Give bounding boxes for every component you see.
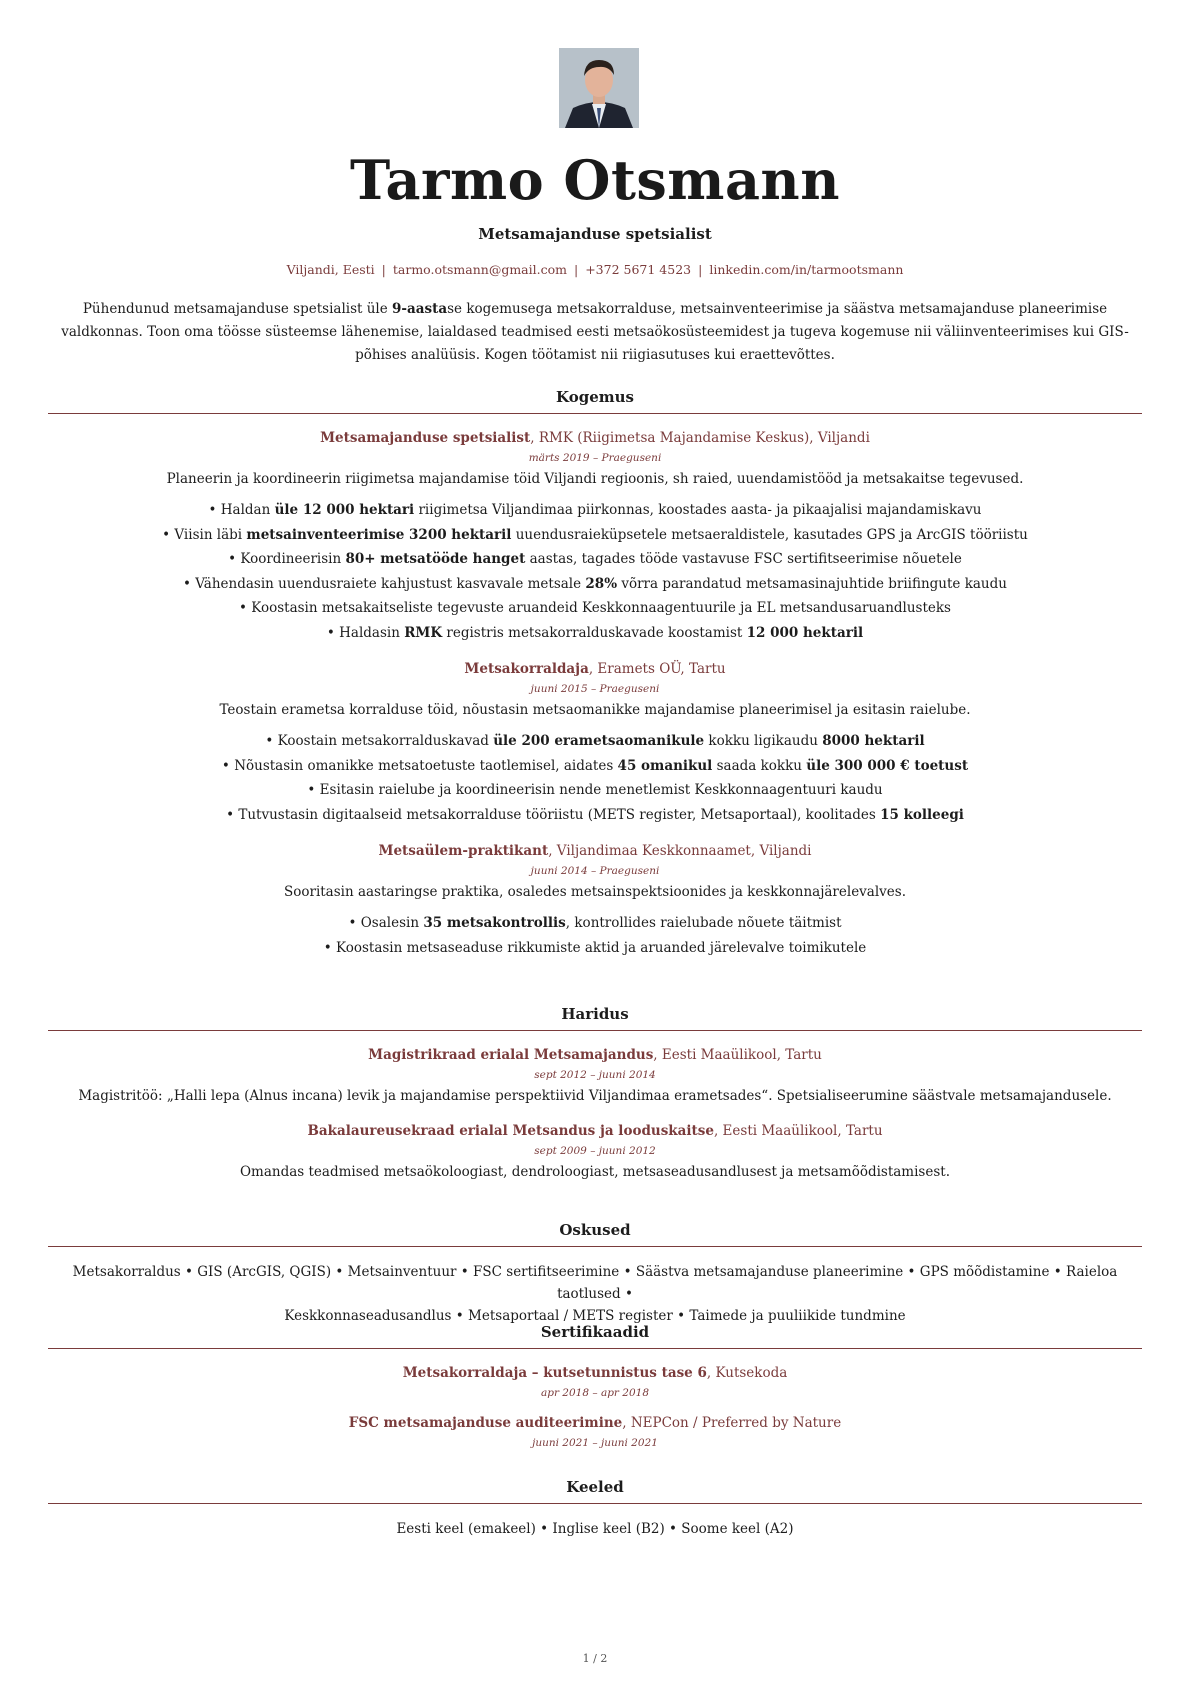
bullet-text: Tutvustasin digitaalseid metsakorralduse tööriistu (METS register, Metsaportaal), koolitades	[238, 806, 881, 823]
bullet-highlight: 35 metsakontrollis	[423, 915, 566, 931]
bullet-item	[48, 523, 1142, 548]
entry-organization: , Kutsekoda	[706, 1365, 788, 1381]
entry-date: apr 2018 – apr 2018	[540, 1387, 650, 1399]
entry-date: juuni 2021 – juuni 2021	[532, 1437, 658, 1449]
bullet-highlight: 8000 hektaril	[822, 733, 925, 749]
bullet-highlight: 28%	[585, 575, 618, 592]
entry-heading	[48, 1413, 1142, 1433]
bullet-item	[48, 621, 1142, 646]
entry-heading	[48, 1045, 1142, 1065]
entry-date: juuni 2014 – Praeguseni	[530, 865, 660, 877]
bullet-highlight: üle 12 000 hektari	[274, 502, 415, 518]
job-title: Metsamajanduse spetsialist	[478, 225, 712, 243]
bullet-highlight: RMK	[404, 624, 443, 641]
education-entry	[48, 1121, 1142, 1183]
bullet-text: Koostasin metsakaitseliste tegevuste aruandeid Keskkonnaagentuurile ja EL metsandusaruandlusteks	[251, 600, 951, 616]
entry-role: Metsakorraldaja	[464, 661, 589, 677]
bullet-item	[48, 498, 1142, 523]
bullet-text: aastas, tagades tööde vastavuse FSC sertifitseerimise nõuetele	[525, 551, 962, 567]
entry-date: sept 2012 – juuni 2014	[534, 1069, 656, 1081]
experience-entry	[48, 841, 1142, 960]
bullet-text: Viisin läbi	[174, 526, 247, 543]
location-text: Viljandi, Eesti	[286, 262, 375, 277]
certificates-list	[48, 1363, 1142, 1453]
experience-section	[48, 388, 1142, 974]
phone-text: +372 5671 4523	[585, 262, 692, 277]
bullet-highlight: 12 000 hektaril	[746, 624, 864, 641]
entry-heading	[48, 1363, 1142, 1383]
bullet-text: Nõustasin omanikke metsatoetuste taotlemisel, aidates	[234, 757, 618, 774]
entry-organization: , RMK (Riigimetsa Majandamise Keskus), Viljandi	[530, 430, 870, 446]
person-name: Tarmo Otsmann	[350, 148, 840, 212]
bullet-highlight: üle 300 000 € toetust	[806, 757, 969, 774]
bullet-text: Koostain metsakorralduskavad	[277, 733, 494, 749]
entry-organization: , Eesti Maaülikool, Tartu	[653, 1047, 822, 1063]
entry-date: märts 2019 – Praeguseni	[528, 452, 662, 464]
bullet-list	[48, 498, 1142, 645]
skills-section	[48, 1221, 1142, 1327]
certificate-entry	[48, 1363, 1142, 1403]
bullet-item	[48, 572, 1142, 597]
bullet-item	[48, 547, 1142, 572]
bullet-item	[48, 936, 1142, 961]
entry-heading	[48, 428, 1142, 448]
entry-description: Omandas teadmised metsaökoloogiast, dendroloogiast, metsaseadusandlusest ja metsamõõdistamisest.	[239, 1164, 950, 1180]
linkedin-link[interactable]: linkedin.com/in/tarmootsmann	[709, 262, 904, 277]
separator: |	[698, 262, 703, 277]
bullet-text: Vähendasin uuendusraiete kahjustust kasvavale metsale	[195, 575, 586, 592]
bullet-text: Haldasin	[339, 624, 405, 641]
education-section	[48, 1005, 1142, 1197]
entry-role: Metsamajanduse spetsialist	[320, 430, 531, 446]
entry-description: Magistritöö: „Halli lepa (Alnus incana) levik ja majandamise perspektiivid Viljandimaa erametsades“. Spetsialiseerumine säästvale metsamajandusele.	[78, 1088, 1112, 1104]
bullet-text: Esitasin raielube ja koordineerisin nende menetlemist Keskkonnaagentuuri kaudu	[319, 782, 883, 798]
bullet-text: saada kokku	[712, 757, 807, 774]
experience-entry	[48, 428, 1142, 645]
bullet-highlight: 80+ metsatööde hanget	[345, 551, 526, 567]
entry-organization: , Eesti Maaülikool, Tartu	[713, 1123, 883, 1139]
bullet-highlight: 15 kolleegi	[880, 806, 964, 823]
bullet-list	[48, 911, 1142, 960]
summary-text: Pühendunud metsamajanduse spetsialist üle	[82, 301, 393, 317]
bullet-text: Koostasin metsaseaduse rikkumiste aktid ja aruanded järelevalve toimikutele	[335, 939, 867, 956]
bullet-item	[48, 778, 1142, 803]
summary-highlight: 9-aasta	[392, 301, 448, 317]
email-link[interactable]: tarmo.otsmann@gmail.com	[392, 262, 567, 277]
contact-line	[0, 262, 1190, 277]
entry-role: Bakalaureusekraad erialal Metsandus ja looduskaitse	[307, 1123, 714, 1139]
entry-organization: , NEPCon / Preferred by Nature	[622, 1415, 842, 1431]
bullet-highlight: 45 omanikul	[617, 757, 713, 774]
bullet-item	[48, 754, 1142, 779]
certificate-entry	[48, 1413, 1142, 1453]
bullet-text: registris metsakorralduskavade koostamist	[442, 624, 747, 641]
section-title-education: Haridus	[48, 1005, 1142, 1031]
entry-role: Metsaülem-praktikant	[378, 843, 549, 859]
bullet-text: riigimetsa Viljandimaa piirkonnas, koostades aasta- ja pikaajalisi majandamiskavu	[414, 502, 982, 518]
entry-role: FSC metsamajanduse auditeerimine	[348, 1415, 623, 1431]
bullet-text: uuendusraieküpsetele metsaeraldistele, kasutades GPS ja ArcGIS tööriistu	[511, 526, 1028, 543]
languages-section	[48, 1478, 1142, 1540]
section-title-skills: Oskused	[48, 1221, 1142, 1247]
certificates-section	[48, 1323, 1142, 1463]
bullet-text: võrra parandatud metsamasinajuhtide briifingute kaudu	[617, 575, 1007, 592]
entry-date: juuni 2015 – Praeguseni	[530, 683, 660, 695]
skills-line: Keskkonnaseadusandlus • Metsaportaal / METS register • Taimede ja puuliikide tundmine	[284, 1308, 906, 1324]
page-number: 1 / 2	[582, 1652, 608, 1665]
bullet-item	[48, 803, 1142, 828]
entry-description: Sooritasin aastaringse praktika, osaledes metsainspektsioonides ja keskkonnajärelevalves.	[283, 884, 907, 900]
entry-heading	[48, 1121, 1142, 1141]
entry-heading	[48, 659, 1142, 679]
bullet-text: Osalesin	[360, 915, 424, 931]
separator: |	[381, 262, 386, 277]
entry-organization: , Eramets OÜ, Tartu	[588, 661, 726, 677]
bullet-text: kokku ligikaudu	[704, 733, 823, 749]
bullet-text: , kontrollides raielubade nõuete täitmist	[565, 915, 842, 931]
entry-description: Planeerin ja koordineerin riigimetsa majandamise töid Viljandi regioonis, sh raied, uuendamistööd ja metsakaitse tegevused.	[166, 471, 1024, 487]
bullet-text: Koordineerisin	[240, 551, 346, 567]
entry-organization: , Viljandimaa Keskkonnaamet, Viljandi	[548, 843, 812, 859]
languages-line: Eesti keel (emakeel) • Inglise keel (B2) • Soome keel (A2)	[396, 1521, 794, 1537]
skills-line: Metsakorraldus • GIS (ArcGIS, QGIS) • Metsainventuur • FSC sertifitseerimine • Säästva metsamajanduse planeerimine • GPS mõõdistamine • Raieloa taotlused •	[72, 1264, 1118, 1302]
section-title-languages: Keeled	[48, 1478, 1142, 1504]
profile-photo	[559, 48, 639, 128]
education-list	[48, 1045, 1142, 1183]
summary-text: se kogemusega metsakorralduse, metsainventeerimise ja säästva metsamajanduse planeerimise valdkonnas. Toon oma töösse süsteemse lähenemise, laialdased teadmised eesti metsaökosüsteemidest ja tugeva kogemuse nii väliinventeerimises kui GIS-põhises analüüsis. Kogen töötamist nii riigiasutuses kui eraettevõttes.	[61, 301, 1129, 363]
section-title-certificates: Sertifikaadid	[48, 1323, 1142, 1349]
entry-description: Teostain erametsa korralduse töid, nõustasin metsaomanikke majandamise planeerimisel ja esitasin raielube.	[219, 702, 971, 718]
bullet-highlight: üle 200 erametsaomanikule	[493, 733, 705, 749]
experience-entry	[48, 659, 1142, 827]
education-entry	[48, 1045, 1142, 1107]
separator: |	[573, 262, 579, 277]
entry-date: sept 2009 – juuni 2012	[534, 1145, 656, 1157]
bullet-highlight: metsainventeerimise 3200 hektaril	[246, 526, 512, 543]
bullet-text: Haldan	[220, 502, 275, 518]
entry-role: Metsakorraldaja – kutsetunnistus tase 6	[402, 1365, 707, 1381]
summary-paragraph	[48, 298, 1142, 367]
bullet-list	[48, 729, 1142, 827]
avatar-image	[559, 48, 639, 128]
entry-heading	[48, 841, 1142, 861]
entry-role: Magistrikraad erialal Metsamajandus	[368, 1047, 654, 1063]
experience-list	[48, 428, 1142, 960]
bullet-item	[48, 911, 1142, 936]
bullet-item	[48, 729, 1142, 754]
bullet-item	[48, 596, 1142, 621]
section-title-experience: Kogemus	[48, 388, 1142, 414]
